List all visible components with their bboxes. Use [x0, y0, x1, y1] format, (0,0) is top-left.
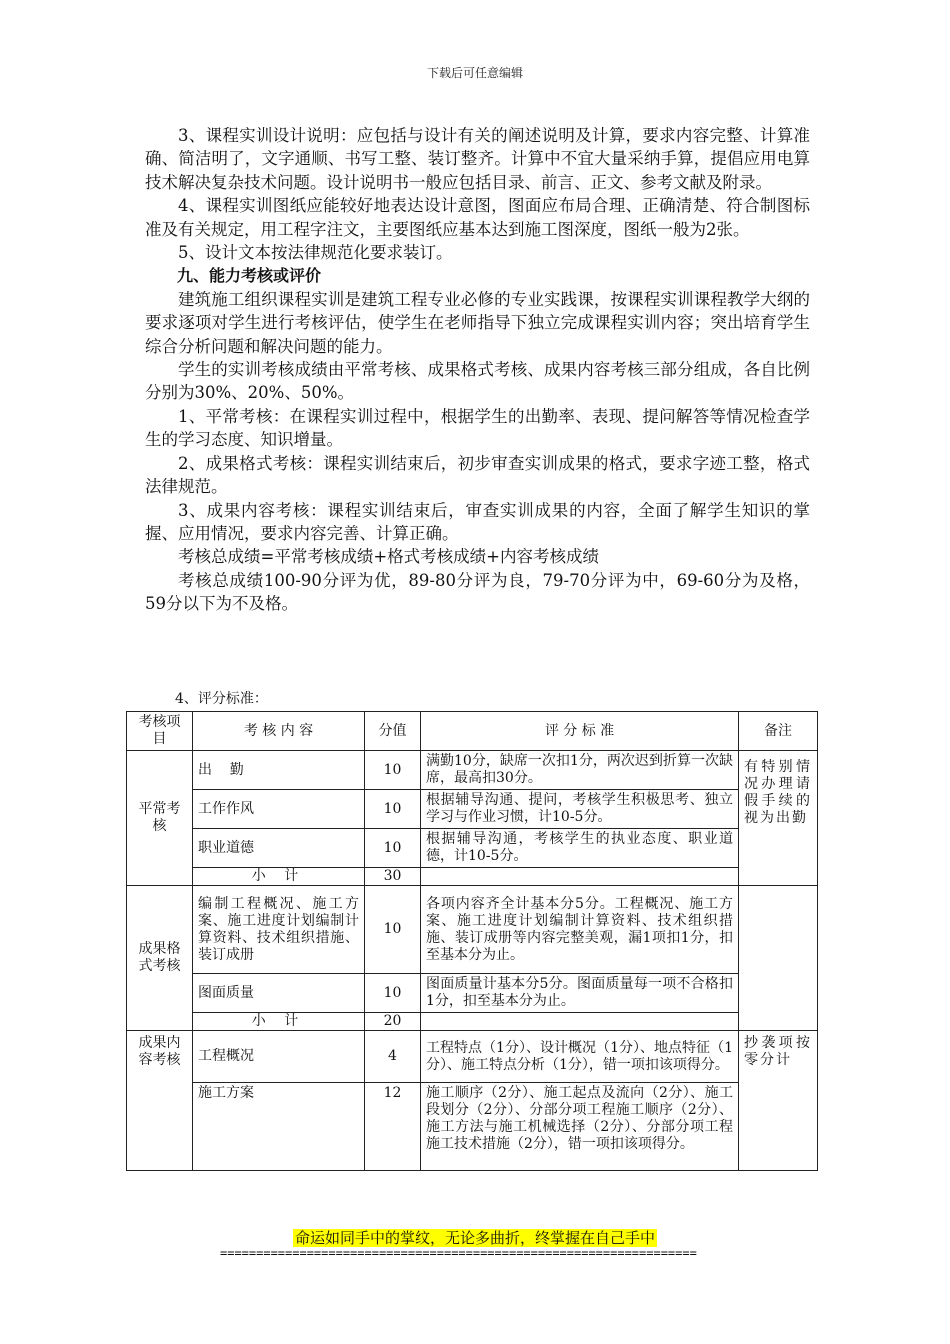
table-row: [127, 790, 818, 829]
group-routine: 平常考核: [127, 751, 193, 886]
row-content: 编制工程概况、施工方案、施工进度计划编制计算资料、技术组织措施、装订成册: [193, 886, 365, 974]
header-project: 考核项目: [127, 712, 193, 751]
row-content: 工作作风: [193, 790, 365, 829]
row-content: 施工方案: [193, 1083, 365, 1171]
group-content: 成果内容考核: [127, 1031, 193, 1171]
paragraph: 3、课程实训设计说明：应包括与设计有关的阐述说明及计算，要求内容完整、计算准确、简洁明了，文字通顺、书写工整、装订整齐。计算中不宜大量采纳手算，提倡应用电算技术解决复杂技术问题。设计说明书一般应包括目录、前言、正文、参考文献及附录。: [145, 126, 810, 192]
row-content: 工程概况: [193, 1031, 365, 1083]
empty-cell: [739, 886, 818, 1031]
paragraph: 考核总成绩100-90分评为优，89-80分评为良，79-70分评为中，69-60分为及格，59分以下为不及格。: [145, 570, 810, 614]
paragraph: 2、成果格式考核：课程实训结束后，初步审查实训成果的格式，要求字迹工整，格式法律规范。: [145, 453, 810, 497]
paragraph: 学生的实训考核成绩由平常考核、成果格式考核、成果内容考核三部分组成，各自比例分别为30%、20%、50%。: [145, 360, 810, 403]
header-score: 分值: [365, 712, 421, 751]
score-table: [126, 711, 818, 1171]
content-note: 抄袭项按零分计: [739, 1031, 818, 1171]
header-note: 备注: [739, 712, 818, 751]
row-score: 10: [365, 886, 421, 974]
footer: [0, 1227, 950, 1248]
footer-motto: 命运如同手中的掌纹，无论多曲折，终掌握在自己手中: [294, 1229, 655, 1247]
paragraph: 1、平常考核：在课程实训过程中，根据学生的出勤率、表现、提问解答等情况检查学生的学习态度、知识增量。: [145, 406, 810, 450]
table-row: [127, 1083, 818, 1171]
group-format: 成果格式考核: [127, 886, 193, 1031]
row-score: 12: [365, 1083, 421, 1171]
table-row: [127, 974, 818, 1013]
paragraph: 5、设计文本按法律规范化要求装订。: [178, 243, 453, 263]
row-score: 10: [365, 751, 421, 790]
score-standard-title: 4、评分标准：: [175, 691, 268, 707]
subtotal-value: 20: [365, 1013, 421, 1031]
row-content: 职业道德: [193, 829, 365, 868]
paragraph: 3、成果内容考核：课程实训结束后，审查实训成果的内容，全面了解学生知识的掌握、应用情况，要求内容完善、计算正确。: [145, 500, 810, 543]
paragraph: 考核总成绩=平常考核成绩+格式考核成绩+内容考核成绩: [178, 547, 599, 567]
row-standard: 工程特点（1分）、设计概况（1分）、地点特征（1分）、施工特点分析（1分），错一项扣该项得分。: [421, 1031, 739, 1083]
paragraph: 4、课程实训图纸应能较好地表达设计意图，图面应布局合理、正确清楚、符合制图标准及有关规定，用工程字注文，主要图纸应基本达到施工图深度，图纸一般为2张。: [145, 196, 810, 239]
row-content: 出 勤: [193, 751, 365, 790]
empty-cell: [421, 868, 739, 886]
table-row: [127, 1031, 818, 1083]
row-standard: 根据辅导沟通，考核学生的执业态度、职业道德，计10-5分。: [421, 829, 739, 868]
row-score: 10: [365, 829, 421, 868]
table-row: [127, 829, 818, 868]
section-heading: 九、能力考核或评价: [177, 266, 322, 286]
row-standard: 满勤10分，缺席一次扣1分，两次迟到折算一次缺席，最高扣30分。: [421, 751, 739, 790]
body-text: [145, 124, 810, 616]
routine-note: 有特别情况办理请假手续的视为出勤: [739, 751, 818, 886]
header-content: 考 核 内 容: [193, 712, 365, 751]
table-header-row: [127, 712, 818, 751]
row-content: 图面质量: [193, 974, 365, 1013]
row-score: 10: [365, 974, 421, 1013]
subtotal-row: [127, 1013, 818, 1031]
subtotal-label: 小 计: [193, 868, 365, 886]
row-standard: 各项内容齐全计基本分5分。工程概况、施工方案、施工进度计划编制计算资料、技术组织措施、装订成册等内容完整美观，漏1项扣1分，扣至基本分为止。: [421, 886, 739, 974]
paragraph: 建筑施工组织课程实训是建筑工程专业必修的专业实践课，按课程实训课程教学大纲的要求逐项对学生进行考核评估，使学生在老师指导下独立完成课程实训内容；突出培育学生综合分析问题和解决问题的能力。: [145, 289, 810, 356]
empty-cell: [421, 1013, 739, 1031]
row-standard: 施工顺序（2分）、施工起点及流向（2分）、施工段划分（2分）、分部分项工程施工顺序（2分）、施工方法与施工机械选择（2分）、分部分项工程施工技术措施（2分），错一项扣该项得分。: [421, 1083, 739, 1171]
subtotal-value: 30: [365, 868, 421, 886]
subtotal-row: [127, 868, 818, 886]
row-standard: 图面质量计基本分5分。图面质量每一项不合格扣1分，扣至基本分为止。: [421, 974, 739, 1013]
table-row: [127, 751, 818, 790]
table-row: [127, 886, 818, 974]
row-score: 10: [365, 790, 421, 829]
row-standard: 根据辅导沟通、提问，考核学生积极思考、独立学习与作业习惯，计10-5分。: [421, 790, 739, 829]
header-standard: 评 分 标 准: [421, 712, 739, 751]
page-header: 下载后可任意编辑: [426, 66, 523, 80]
subtotal-label: 小 计: [193, 1013, 365, 1031]
row-score: 4: [365, 1031, 421, 1083]
footer-divider: ==================================================================: [220, 1246, 697, 1260]
